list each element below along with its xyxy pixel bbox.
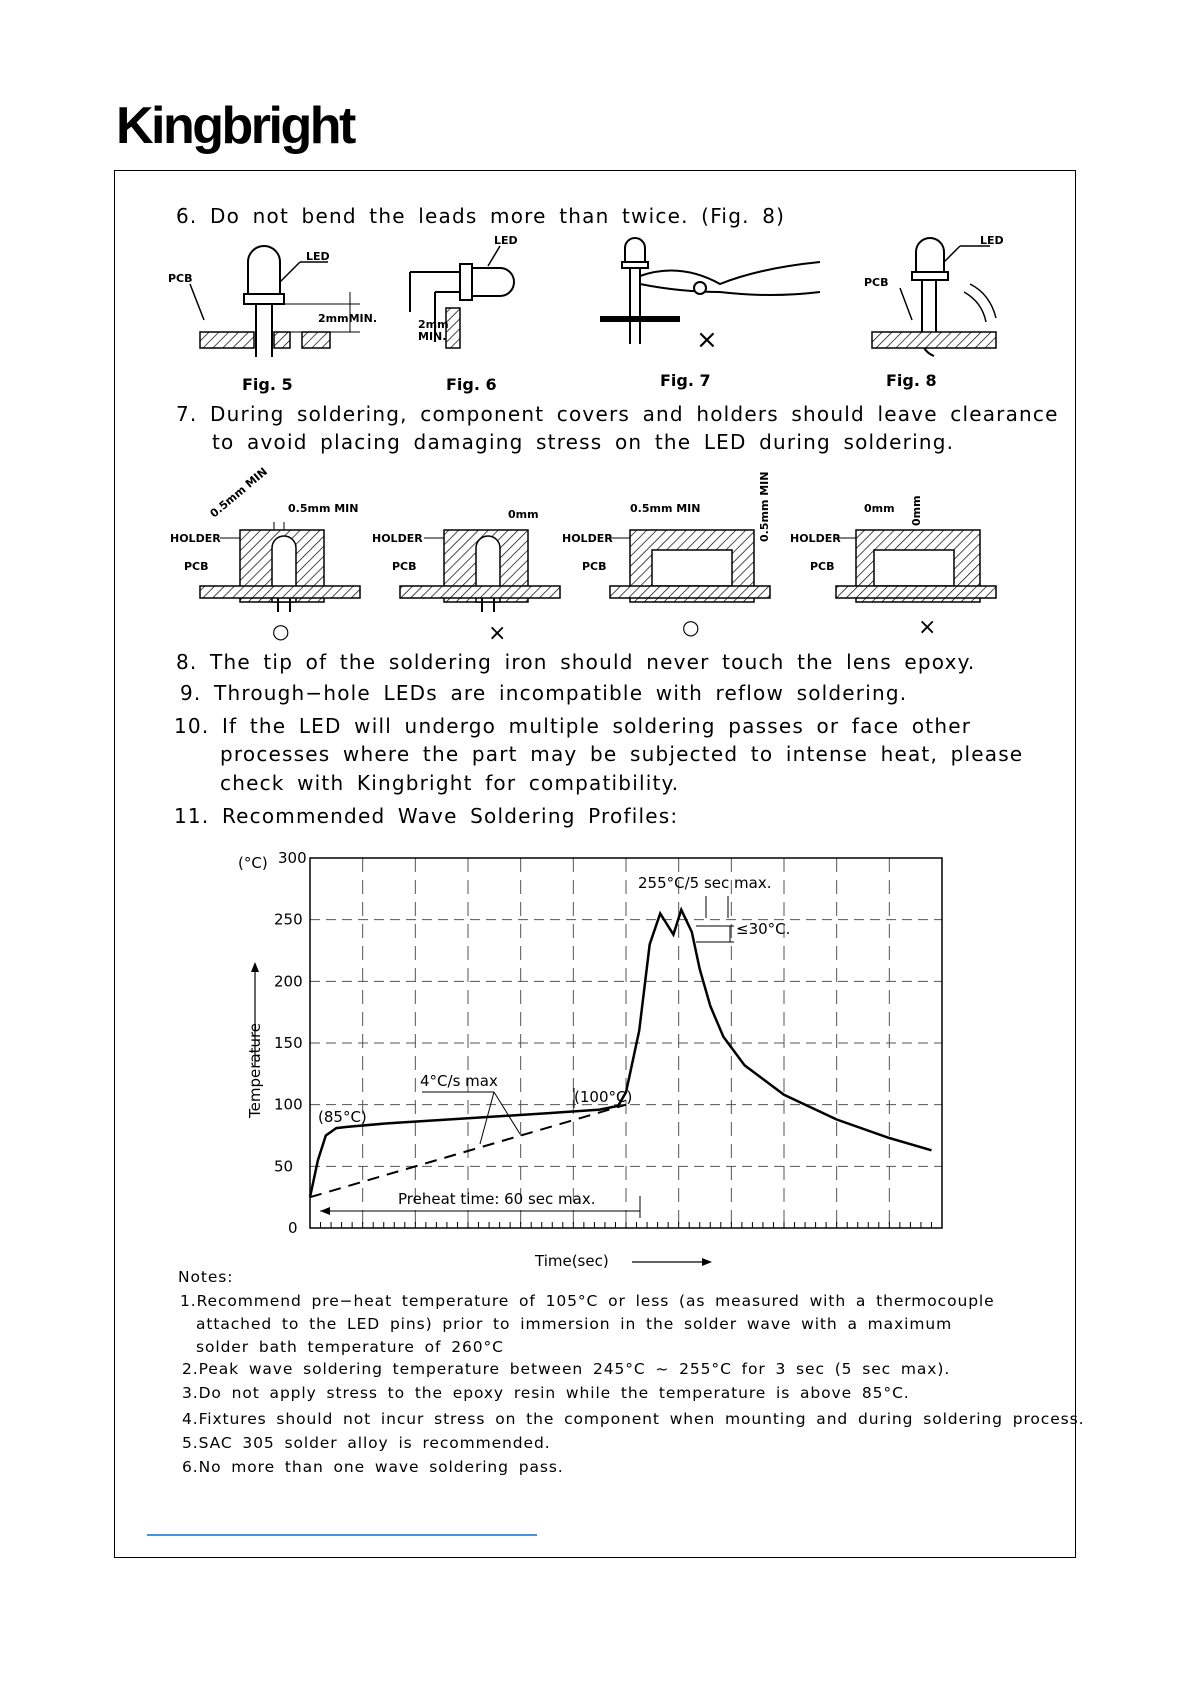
holder-1-pcb-label: PCB [184, 560, 209, 573]
fig-6-led-label: LED [494, 234, 518, 247]
holder-clearance-figures [160, 462, 1020, 642]
start-temp-annotation: (85°C) [318, 1108, 367, 1126]
holder-1-top-dim: 0.5mm MIN [288, 502, 359, 515]
notes-heading: Notes: [178, 1268, 234, 1286]
holder-3-holder-label: HOLDER [562, 532, 613, 545]
holder-figure-4 [790, 495, 996, 640]
note-5: 5.SAC 305 solder alloy is recommended. [182, 1434, 551, 1452]
item-8-text: 8. The tip of the soldering iron should never touch the lens epoxy. [176, 650, 976, 674]
holder-1-diag-dim: 0.5mm MIN [207, 465, 270, 521]
holder-3-mark: ○ [682, 615, 700, 639]
x-axis-label: Time(sec) [535, 1252, 609, 1270]
y-tick-label: 200 [274, 972, 303, 991]
holder-3-side-dim: 0.5mm MIN [758, 471, 771, 542]
fig-7-drawing [600, 238, 820, 390]
note-1-line-2: attached to the LED pins) prior to immersion in the solder wave with a maximum [196, 1315, 953, 1333]
item-7-line-1: 7. During soldering, component covers and holders should leave clearance [176, 402, 1059, 426]
annotation-leaders [320, 896, 734, 1218]
item-10-line-2: processes where the part may be subjected to intense heat, please [220, 742, 1024, 766]
peak-annotation: 255°C/5 sec max. [638, 874, 772, 892]
wave-profile-curve [310, 910, 932, 1197]
fig-6-dim-1: 2mm [418, 318, 449, 331]
y-tick-label: 300 [278, 849, 307, 867]
holder-figure-1 [170, 465, 360, 642]
fig-5-dim-label: 2mmMIN. [318, 312, 378, 325]
fig-6-drawing [410, 234, 518, 394]
note-4: 4.Fixtures should not incur stress on the component when mounting and during soldering process. [182, 1410, 1085, 1428]
note-2: 2.Peak wave soldering temperature between 245°C ~ 255°C for 3 sec (5 sec max). [182, 1360, 951, 1378]
fig-8-drawing [864, 234, 1004, 390]
fig-5-label: Fig. 5 [242, 375, 293, 394]
item-6-text: 6. Do not bend the leads more than twice. (Fig. 8) [176, 204, 786, 228]
item-9-text: 9. Through−hole LEDs are incompatible with reflow soldering. [180, 681, 908, 705]
note-6: 6.No more than one wave soldering pass. [182, 1458, 564, 1476]
holder-1-holder-label: HOLDER [170, 532, 221, 545]
y-tick-label: 150 [274, 1034, 303, 1052]
holder-figure-2 [372, 508, 560, 642]
note-3: 3.Do not apply stress to the epoxy resin while the temperature is above 85°C. [182, 1384, 910, 1402]
holder-4-mark: × [918, 615, 937, 640]
fig-6-dim-2: MIN. [418, 330, 447, 343]
item-10-line-3: check with Kingbright for compatibility. [220, 771, 680, 795]
footer-rule [147, 1534, 537, 1536]
holder-4-side-dim: 0mm [910, 495, 923, 526]
y-unit-label: (°C) [238, 854, 268, 872]
fig-5-led-label: LED [306, 250, 330, 263]
holder-4-pcb-label: PCB [810, 560, 835, 573]
holder-figure-3 [562, 472, 771, 640]
fig-8-label: Fig. 8 [886, 371, 937, 390]
y-tick-label: 100 [274, 1095, 303, 1114]
y-tick-label: 0 [288, 1219, 298, 1237]
note-1-line-3: solder bath temperature of 260°C [196, 1338, 504, 1356]
holder-2-pcb-label: PCB [392, 560, 417, 573]
dip-annotation: ≤30°C. [736, 920, 791, 938]
item-11-text: 11. Recommended Wave Soldering Profiles: [174, 804, 679, 828]
y-axis-label: Temperature [246, 1022, 264, 1118]
fig-7-mark: × [696, 325, 718, 355]
item-7-line-2: to avoid placing damaging stress on the LED during soldering. [212, 430, 955, 454]
fig-5-drawing [168, 246, 377, 394]
holder-3-pcb-label: PCB [582, 560, 607, 573]
fig-6-label: Fig. 6 [446, 375, 497, 394]
holder-2-holder-label: HOLDER [372, 532, 423, 545]
holder-4-top-dim: 0mm [864, 502, 895, 515]
wave-soldering-chart [230, 838, 960, 1278]
preheat-annotation: Preheat time: 60 sec max. [398, 1190, 596, 1208]
x-axis-arrowhead [702, 1258, 712, 1266]
fig-5-pcb-label: PCB [168, 272, 193, 285]
y-tick-label: 250 [274, 910, 303, 929]
fig-8-pcb-label: PCB [864, 276, 889, 289]
y-axis-arrowhead [251, 962, 259, 972]
holder-2-top-dim: 0mm [508, 508, 539, 521]
note-1-line-1: 1.Recommend pre−heat temperature of 105°C or less (as measured with a thermocouple [180, 1292, 995, 1310]
holder-3-top-dim: 0.5mm MIN [630, 502, 701, 515]
preheat-end-annotation: (100°C) [574, 1088, 633, 1106]
holder-4-holder-label: HOLDER [790, 532, 841, 545]
ramp-annotation: 4°C/s max [420, 1072, 498, 1090]
holder-1-mark: ○ [272, 619, 290, 642]
y-tick-label: 50 [274, 1157, 294, 1176]
holder-2-mark: × [488, 621, 507, 642]
lead-bending-figures [160, 232, 1040, 402]
fig-7-label: Fig. 7 [660, 371, 711, 390]
item-10-line-1: 10. If the LED will undergo multiple soldering passes or face other [174, 714, 972, 738]
fig-8-led-label: LED [980, 234, 1004, 247]
kingbright-logo: Kingbright [116, 97, 354, 155]
